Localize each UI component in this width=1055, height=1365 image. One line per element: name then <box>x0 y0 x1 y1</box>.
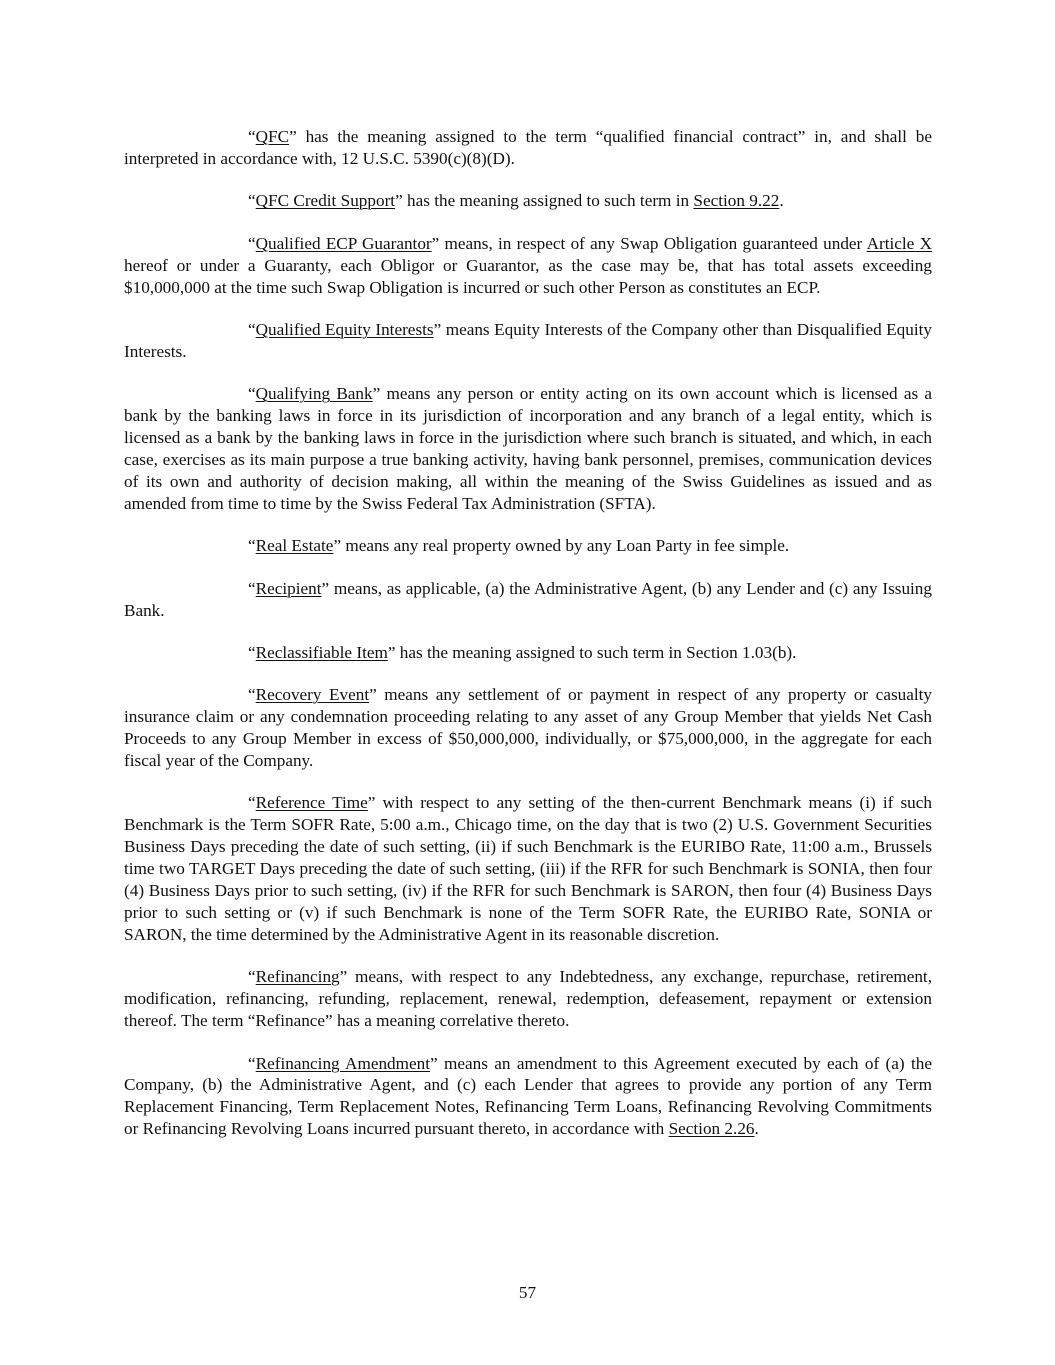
definition-text: ” means, as applicable, (a) the Administrative Agent, (b) any Lender and (c) any Issuing Bank. <box>124 578 932 620</box>
document-page <box>124 126 932 1161</box>
defined-term-qualified-ecp-guarantor: Qualified ECP Guarantor <box>255 233 432 253</box>
defined-term-reference-time: Reference Time <box>255 793 368 813</box>
definition-qualified-equity-interests <box>124 319 932 363</box>
definition-qfc <box>124 126 932 170</box>
definition-qualified-ecp-guarantor <box>124 233 932 299</box>
open-quote: “ <box>248 536 256 556</box>
page-number: 57 <box>518 1283 537 1302</box>
defined-term-reclassifiable-item: Reclassifiable Item <box>255 642 388 662</box>
definition-text-end: . <box>779 191 784 211</box>
definition-text: ” with respect to any setting of the then-current Benchmark means (i) if such Benchmark is the Term SOFR Rate, 5:00 a.m., Chicago time, on the day that is two (2) U.S. Government Securities Business Days preceding the date of such setting, (ii) if such Benchmark is the EURIBO Rate, 11:00 a.m., Brussels time two TARGET Days preceding the date of such setting, (iii) if the RFR for such Benchmark is SONIA, then four (4) Business Days prior to such setting, (iv) if the RFR for such Benchmark is SARON, then four (4) Business Days prior to such setting or (v) if such Benchmark is none of the Term SOFR Rate, the EURIBO Rate, SONIA or SARON, the time determined by the Administrative Agent in its reasonable discretion. <box>124 793 932 944</box>
definition-text: ” has the meaning assigned to such term in <box>395 191 694 211</box>
defined-term-real-estate: Real Estate <box>255 536 334 556</box>
definition-text: ” has the meaning assigned to such term in Section 1.03(b). <box>387 642 797 662</box>
cross-reference-section-9-22: Section 9.22 <box>693 191 780 211</box>
definition-text: ” means an amendment to this Agreement executed by each of (a) the Company, (b) the Administrative Agent, and (c) each Lender that agrees to provide any portion of any Term Replacement Financing, Term Replacement Notes, Refinancing Term Loans, Refinancing Revolving Commitments or Refinancing Revolving Loans incurred pursuant thereto, in accordance with <box>124 1053 932 1139</box>
definition-qfc-credit-support <box>124 190 932 212</box>
definition-text: ” means, with respect to any Indebtedness, any exchange, repurchase, retirement, modification, refinancing, refunding, replacement, renewal, redemption, defeasement, repayment or extension thereof. The term “Refinance” has a meaning correlative thereto. <box>124 967 932 1031</box>
open-quote: “ <box>248 1053 256 1073</box>
open-quote: “ <box>248 642 256 662</box>
defined-term-qfc-credit-support: QFC Credit Support <box>255 191 396 211</box>
defined-term-refinancing: Refinancing <box>255 967 340 987</box>
definition-text: ” means any real property owned by any Loan Party in fee simple. <box>333 536 790 556</box>
definition-text: ” has the meaning assigned to the term “qualified financial contract” in, and shall be interpreted in accordance with, 12 U.S.C. 5390(c)(8)(D). <box>124 127 932 168</box>
definition-text: ” means any person or entity acting on its own account which is licensed as a bank by the banking laws in force in its jurisdiction of incorporation and any branch of a legal entity, which is licensed as a bank by the banking laws in force in the jurisdiction where such branch is situated, and which, in each case, exercises as its main purpose a true banking activity, having bank personnel, premises, communication devices of its own and authority of decision making, all within the meaning of the Swiss Guidelines as issued and as amended from time to time by the Swiss Federal Tax Administration (SFTA). <box>124 384 932 513</box>
cross-reference-section-2-26: Section 2.26 <box>668 1119 755 1139</box>
definition-reference-time <box>124 792 932 945</box>
defined-term-qfc: QFC <box>255 127 290 146</box>
cross-reference-article-x: Article X <box>866 233 932 253</box>
defined-term-qualified-equity-interests: Qualified Equity Interests <box>255 319 434 339</box>
definition-text: ” means Equity Interests of the Company other than Disqualified Equity Interests. <box>124 319 932 361</box>
definition-refinancing <box>124 966 932 1032</box>
open-quote: “ <box>248 967 256 987</box>
open-quote: “ <box>248 191 256 211</box>
definition-text: ” means any settlement of or payment in respect of any property or casualty insurance claim or any condemnation proceeding relating to any asset of any Group Member that yields Net Cash Proceeds to any Group Member in excess of $50,000,000, individually, or $75,000,000, in the aggregate for each fiscal year of the Company. <box>124 685 932 771</box>
definition-qualifying-bank <box>124 383 932 514</box>
defined-term-refinancing-amendment: Refinancing Amendment <box>255 1053 431 1073</box>
open-quote: “ <box>248 127 256 146</box>
definition-text: ” means, in respect of any Swap Obligation guaranteed under <box>431 233 867 253</box>
open-quote: “ <box>248 578 256 598</box>
open-quote: “ <box>248 319 256 339</box>
open-quote: “ <box>248 384 256 404</box>
defined-term-qualifying-bank: Qualifying Bank <box>255 384 373 404</box>
definition-recovery-event <box>124 684 932 772</box>
open-quote: “ <box>248 793 256 813</box>
definition-real-estate <box>124 535 932 557</box>
definition-text-end: hereof or under a Guaranty, each Obligor or Guarantor, as the case may be, that has total assets exceeding $10,000,000 at the time such Swap Obligation is incurred or such other Person as constitutes an ECP. <box>124 255 932 297</box>
open-quote: “ <box>248 685 256 705</box>
definition-reclassifiable-item <box>124 642 932 664</box>
definition-recipient <box>124 578 932 622</box>
defined-term-recipient: Recipient <box>255 578 322 598</box>
definition-text-end: . <box>754 1119 759 1139</box>
defined-term-recovery-event: Recovery Event <box>255 685 370 705</box>
definition-refinancing-amendment <box>124 1053 932 1141</box>
open-quote: “ <box>248 233 256 253</box>
